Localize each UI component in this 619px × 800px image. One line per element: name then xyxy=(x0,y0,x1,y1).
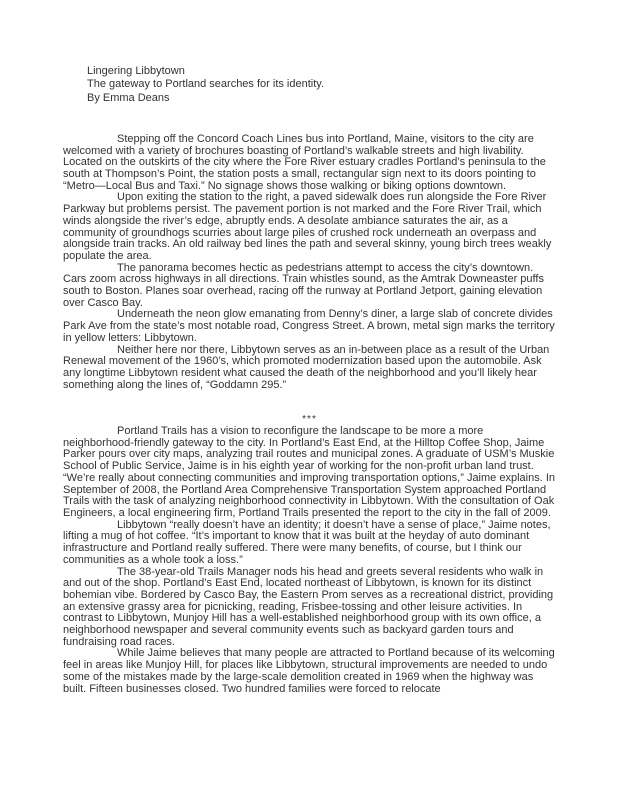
paragraph: Portland Trails has a vision to reconfigure the landscape to be more a more neighborhood-friendly gateway to the city. In Portland’s East End, at the Hilltop Coffee Shop, Jaime Parker pours over city maps, analyzing trail routes and municipal zones. A graduate of USM’s Muskie School of Public Service, Jaime is in his eighth year of working for the non-profit urban land trust. “We’re really about connecting communities and improving transportation options,” Jaime explains. In September of 2008, the Portland Area Comprehensive Transportation System approached Portland Trails with the task of analyzing neighborhood connectivity in Libbytown. With the consultation of Oak Engineers, a local engineering firm, Portland Trails presented the report to the city in the fall of 2009. xyxy=(63,425,555,519)
paragraph: While Jaime believes that many people are attracted to Portland because of its welcoming feel in areas like Munjoy Hill, for places like Libbytown, structural improvements are needed to undo some of the mistakes made by the large-scale demolition created in 1969 when the highway was built. Fifteen businesses closed. Two hundred families were forced to relocate xyxy=(63,647,555,695)
paragraph: Stepping off the Concord Coach Lines bus into Portland, Maine, visitors to the city are welcomed with a variety of brochures boasting of Portland’s walkable streets and high livability. Located on the outskirts of the city where the Fore River estuary cradles Portland’s peninsula to the south at Thompson’s Point, the station posts a small, rectangular sign next to its doors pointing to “Metro—Local Bus and Taxi.” No signage shows those walking or biking options downtown. xyxy=(63,132,546,192)
paragraph: The panorama becomes hectic as pedestrians attempt to access the city’s downtown. Cars zoom across highways in all directions. Train whistles sound, as the Amtrak Downeaster puffs south to Boston. Planes soar overhead, racing off the runway at Portland Jetport, gaining elevation over Casco Bay. xyxy=(63,261,544,309)
paragraph: Underneath the neon glow emanating from Denny’s diner, a large slab of concrete divides Park Ave from the state’s most notable road, Congress Street. A brown, metal sign marks the territory in yellow letters: Libbytown. xyxy=(63,308,555,344)
paragraph: The 38-year-old Trails Manager nods his head and greets several residents who walk in and out of the shop. Portland’s East End, located northeast of Libbytown, is known for its distinct bohemian vibe. Bordered by Casco Bay, the Eastern Prom serves as a recreational district, providing an extensive grassy area for picnicking, reading, Frisbee-tossing and other leisure activities. In contrast to Libbytown, Munjoy Hill has a well-established neighborhood group with its own office, a neighborhood newspaper and several community events such as backyard garden tours and fundraising road races. xyxy=(63,565,554,648)
document-title: Lingering Libbytown xyxy=(87,65,185,77)
paragraph: Upon exiting the station to the right, a paved sidewalk does run alongside the Fore River Parkway but problems persist. The pavement portion is not marked and the Fore River Trail, which winds alongside the river’s edge, abruptly ends. A desolate ambiance saturates the air, as a community of groundhogs scurries about large piles of crushed rock underneath an overpass and alongside train tracks. An old railway bed lines the path and several skinny, young birch trees weakly populate the area. xyxy=(63,191,552,262)
document-header xyxy=(87,65,556,105)
paragraph: Libbytown “really doesn’t have an identity; it doesn’t have a sense of place,” Jaime notes, lifting a mug of hot coffee. “It’s important to know that it was built at the heyday of auto dominant infrastructure and Portland really suffered. There were many benefits, of course, but I think our communities as a whole took a loss.” xyxy=(63,518,551,566)
article-body xyxy=(63,134,556,695)
document-byline: By Emma Deans xyxy=(87,91,170,104)
paragraph: Neither here nor there, Libbytown serves as an in-between place as a result of the Urban Renewal movement of the 1960’s, which promoted modernization based upon the automobile. Ask any longtime Libbytown resident what caused the death of the neighborhood and you’ll likely hear something along the lines of, “Goddamn 295.” xyxy=(63,343,550,391)
document-subtitle: The gateway to Portland searches for its identity. xyxy=(87,78,325,91)
section-break: *** xyxy=(302,414,317,426)
